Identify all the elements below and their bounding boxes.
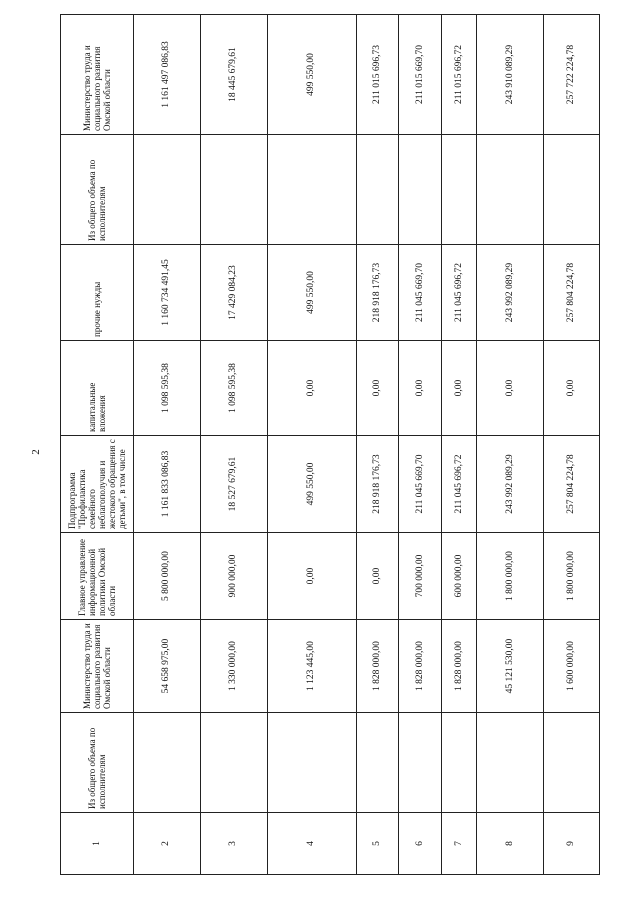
table-cell bbox=[441, 135, 477, 245]
table-cell: 1 800 000,00 bbox=[477, 533, 544, 620]
table-cell: 211 015 669,70 bbox=[399, 15, 441, 135]
row-label: Из общего объема по исполнителям bbox=[61, 135, 134, 245]
table-cell: 900 000,00 bbox=[200, 533, 267, 620]
table-row-column-3 bbox=[200, 15, 267, 875]
table-cell bbox=[267, 135, 356, 245]
column-number: 4 bbox=[267, 813, 356, 875]
table-cell bbox=[200, 713, 267, 813]
table-cell: 1 828 000,00 bbox=[441, 620, 477, 713]
table-cell: 243 910 089,29 bbox=[477, 15, 544, 135]
table-cell: 211 045 669,70 bbox=[399, 245, 441, 341]
row-label: Главное управление информационной политики Омской области bbox=[61, 533, 134, 620]
table-row-labels bbox=[61, 15, 134, 875]
table-cell: 257 804 224,78 bbox=[544, 245, 600, 341]
table-cell bbox=[267, 713, 356, 813]
table-cell: 5 800 000,00 bbox=[133, 533, 200, 620]
row-label: прочие нужды bbox=[61, 245, 134, 341]
table-row-column-4 bbox=[267, 15, 356, 875]
table-cell: 1 800 000,00 bbox=[544, 533, 600, 620]
table-row-column-7 bbox=[441, 15, 477, 875]
table-cell bbox=[356, 135, 398, 245]
table-cell: 1 161 833 086,83 bbox=[133, 436, 200, 533]
table-cell: 1 123 445,00 bbox=[267, 620, 356, 713]
table-cell: 1 600 000,00 bbox=[544, 620, 600, 713]
table-cell: 600 000,00 bbox=[441, 533, 477, 620]
table-cell: 1 098 595,38 bbox=[133, 341, 200, 436]
column-number: 7 bbox=[441, 813, 477, 875]
table-cell bbox=[200, 135, 267, 245]
table-cell bbox=[477, 713, 544, 813]
table-cell: 0,00 bbox=[399, 341, 441, 436]
table-cell: 0,00 bbox=[356, 533, 398, 620]
table-cell: 700 000,00 bbox=[399, 533, 441, 620]
table-cell: 45 121 530,00 bbox=[477, 620, 544, 713]
table-cell bbox=[356, 713, 398, 813]
page-number: 2 bbox=[30, 449, 42, 455]
table-cell: 0,00 bbox=[477, 341, 544, 436]
table-cell: 1 161 497 086,83 bbox=[133, 15, 200, 135]
table-cell: 211 045 669,70 bbox=[399, 436, 441, 533]
table-cell: 17 429 084,23 bbox=[200, 245, 267, 341]
budget-table bbox=[60, 14, 600, 875]
table-cell bbox=[477, 135, 544, 245]
row-label: Министерство труда и социального развития Омской области bbox=[61, 15, 134, 135]
table-row-column-8 bbox=[477, 15, 544, 875]
rotated-table-area bbox=[60, 15, 600, 875]
table-cell: 0,00 bbox=[544, 341, 600, 436]
table-cell: 218 918 176,73 bbox=[356, 436, 398, 533]
column-number: 3 bbox=[200, 813, 267, 875]
table-cell: 0,00 bbox=[267, 533, 356, 620]
table-cell: 0,00 bbox=[267, 341, 356, 436]
table-cell: 1 098 595,38 bbox=[200, 341, 267, 436]
table-cell: 18 445 679,61 bbox=[200, 15, 267, 135]
table-cell: 18 527 679,61 bbox=[200, 436, 267, 533]
row-label: Министерство труда и социального развития Омской области bbox=[61, 620, 134, 713]
table-cell: 0,00 bbox=[356, 341, 398, 436]
table-cell: 0,00 bbox=[441, 341, 477, 436]
row-label: Из общего объема по исполнителям bbox=[61, 713, 134, 813]
column-number: 8 bbox=[477, 813, 544, 875]
table-cell: 499 550,00 bbox=[267, 245, 356, 341]
row-label: капитальные вложения bbox=[61, 341, 134, 436]
table-cell: 1 828 000,00 bbox=[399, 620, 441, 713]
table-cell: 257 722 224,78 bbox=[544, 15, 600, 135]
column-number: 5 bbox=[356, 813, 398, 875]
table-cell bbox=[133, 135, 200, 245]
table-cell bbox=[441, 713, 477, 813]
table-cell bbox=[544, 135, 600, 245]
table-row-column-6 bbox=[399, 15, 441, 875]
row-label: Подпрограмма "Профилактика семейного неблагополучия и жестокого обращения с детьми", в том числе bbox=[61, 436, 134, 533]
table-cell: 257 804 224,78 bbox=[544, 436, 600, 533]
table-cell: 211 015 696,73 bbox=[356, 15, 398, 135]
table-cell: 499 550,00 bbox=[267, 436, 356, 533]
table-cell: 243 992 089,29 bbox=[477, 436, 544, 533]
table-cell: 1 330 000,00 bbox=[200, 620, 267, 713]
table-cell: 211 045 696,72 bbox=[441, 245, 477, 341]
table-cell: 499 550,00 bbox=[267, 15, 356, 135]
table-cell: 211 015 696,72 bbox=[441, 15, 477, 135]
table-cell: 54 658 975,00 bbox=[133, 620, 200, 713]
table-cell bbox=[133, 713, 200, 813]
column-number: 1 bbox=[61, 813, 134, 875]
table-cell bbox=[399, 713, 441, 813]
column-number: 9 bbox=[544, 813, 600, 875]
table-cell: 218 918 176,73 bbox=[356, 245, 398, 341]
table-cell: 243 992 089,29 bbox=[477, 245, 544, 341]
table-cell: 1 160 734 491,45 bbox=[133, 245, 200, 341]
column-number: 6 bbox=[399, 813, 441, 875]
table-cell: 211 045 696,72 bbox=[441, 436, 477, 533]
table-row-column-9 bbox=[544, 15, 600, 875]
table-row-column-5 bbox=[356, 15, 398, 875]
table-row-column-2 bbox=[133, 15, 200, 875]
table-cell bbox=[544, 713, 600, 813]
table-cell bbox=[399, 135, 441, 245]
column-number: 2 bbox=[133, 813, 200, 875]
table-cell: 1 828 000,00 bbox=[356, 620, 398, 713]
